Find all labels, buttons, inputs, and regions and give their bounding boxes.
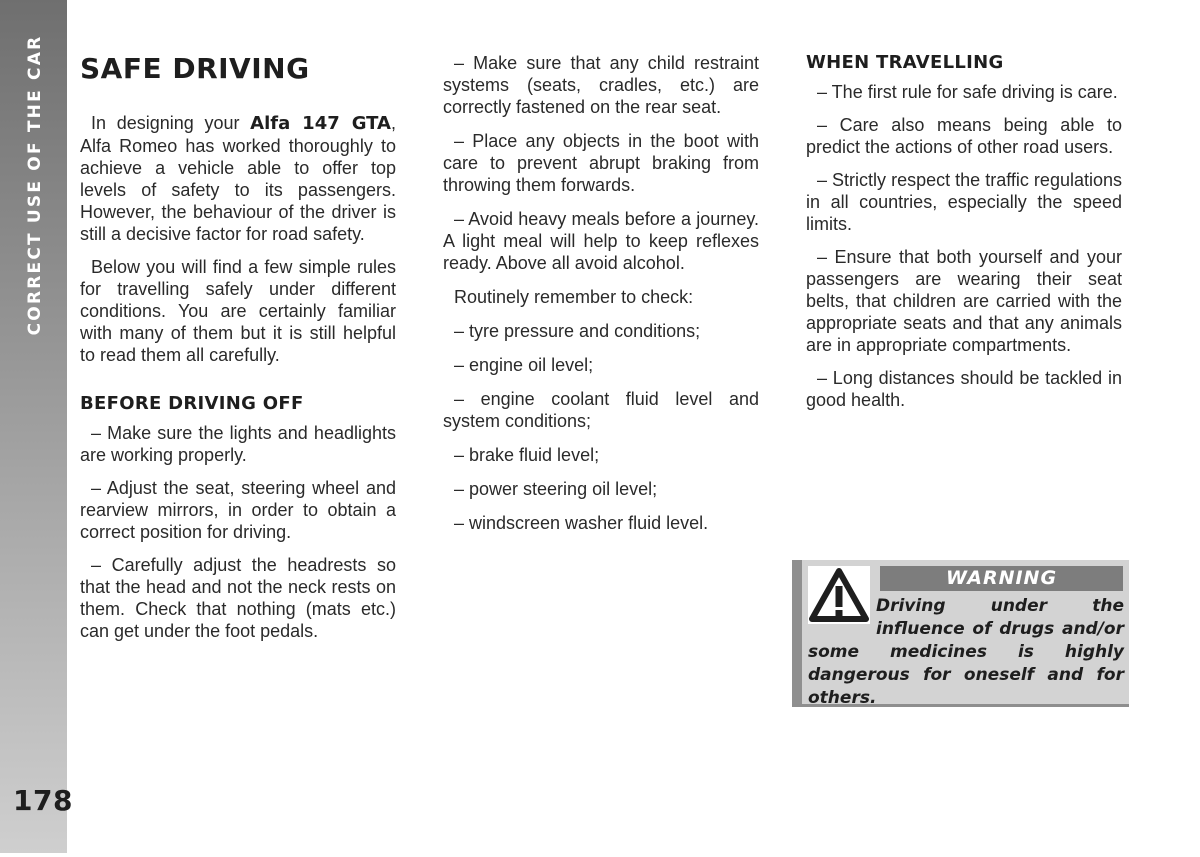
intro-text-after: , Alfa Romeo has worked thoroughly to achieve a vehicle able to offer top levels of safety to its passengers. However, the behaviour of the driver is still a decisive factor for road safety. <box>80 113 396 244</box>
column-2 <box>443 52 759 546</box>
list-item: – Avoid heavy meals before a journey. A light meal will help to keep reflexes ready. Above all avoid alcohol. <box>443 209 759 273</box>
list-item: – Care also means being able to predict the actions of other road users. <box>806 115 1122 157</box>
warning-label: WARNING <box>880 566 1123 591</box>
warning-text-block <box>808 595 1124 710</box>
warning-box <box>792 560 1129 707</box>
intro-text-before: In designing your <box>91 113 251 133</box>
intro-paragraph-2: Below you will find a few simple rules for travelling safely under different conditions. You are certainly familiar with many of them but it is still helpful to read them all carefully. <box>80 257 396 365</box>
list-item: – Place any objects in the boot with care to prevent abrupt braking from throwing them forwards. <box>443 131 759 195</box>
column-3 <box>806 52 1122 422</box>
check-item: – brake fluid level; <box>454 445 600 465</box>
check-item: – power steering oil level; <box>454 479 658 499</box>
list-item: – Adjust the seat, steering wheel and rearview mirrors, in order to obtain a correct position for driving. <box>80 478 396 542</box>
list-item: – Make sure that any child restraint systems (seats, cradles, etc.) are correctly fastened on the rear seat. <box>443 53 759 117</box>
list-item: – Ensure that both yourself and your passengers are wearing their seat belts, that children are carried with the appropriate seats and that any animals are in appropriate compartments. <box>806 247 1122 355</box>
list-item: – Make sure the lights and headlights are working properly. <box>80 423 396 465</box>
check-item: – tyre pressure and conditions; <box>454 321 701 341</box>
page-title: SAFE DRIVING <box>80 52 310 85</box>
check-item: – windscreen washer fluid level. <box>454 513 709 533</box>
intro-paragraph <box>80 112 396 245</box>
section-tab-title: CORRECT USE OF THE CAR <box>25 34 45 336</box>
section-heading-before-driving: BEFORE DRIVING OFF <box>80 393 304 414</box>
section-heading-when-travelling: WHEN TRAVELLING <box>806 52 1004 73</box>
list-item: – Carefully adjust the headrests so that the head and not the neck rests on them. Check that nothing (mats etc.) can get under the foot pedals. <box>80 555 396 641</box>
column-1 <box>80 52 396 653</box>
page-number: 178 <box>13 784 73 817</box>
list-item: – Strictly respect the traffic regulations in all countries, especially the speed limits. <box>806 170 1122 234</box>
list-item: – Long distances should be tackled in good health. <box>806 368 1122 410</box>
list-item: – The first rule for safe driving is care. <box>817 82 1118 102</box>
check-item: – engine oil level; <box>454 355 594 375</box>
brand-name: Alfa 147 GTA <box>250 113 391 134</box>
warning-text: Driving under the influence of drugs and/or some medicines is highly dangerous for oneself and for others. <box>808 596 1124 708</box>
check-item: – engine coolant fluid level and system conditions; <box>443 389 759 431</box>
check-intro: Routinely remember to check: <box>454 287 694 307</box>
